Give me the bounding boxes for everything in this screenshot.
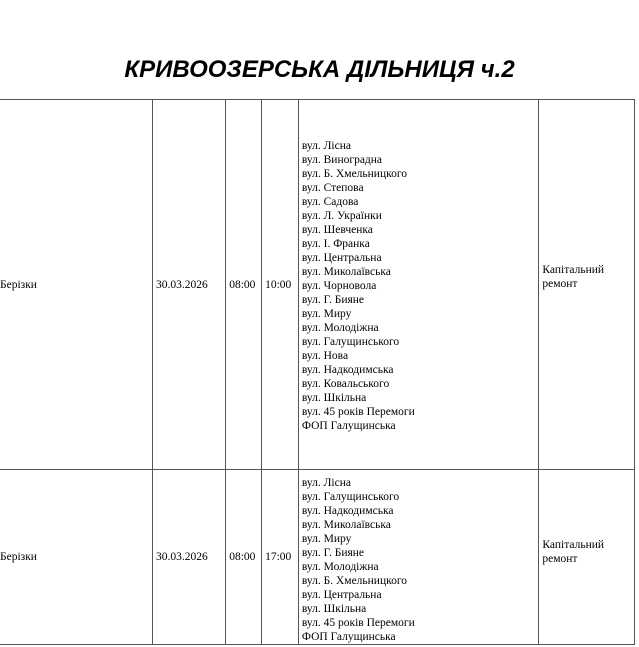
list-item: вул. 45 років Перемоги <box>301 405 415 418</box>
list-item: вул. Миколаївська <box>301 265 391 278</box>
list-item: вул. Молодіжна <box>301 321 379 334</box>
streets-cell <box>298 100 539 470</box>
list-item: вул. Б. Хмельницкого <box>301 575 408 587</box>
list-item: вул. Миру <box>301 307 352 320</box>
list-item: вул. Б. Хмельницкого <box>301 167 408 180</box>
list-item: вул. Миколаївська <box>301 519 391 531</box>
reason-text: Капітальний ремонт <box>542 263 605 290</box>
list-item: вул. Надкодимська <box>301 505 394 517</box>
place-cell: Берізки <box>0 100 153 470</box>
list-item: вул. Надкодимська <box>301 363 394 376</box>
table-row <box>0 100 635 470</box>
list-item: вул. Шкільна <box>301 391 367 404</box>
list-item: ФОП Галущинська <box>301 419 396 432</box>
end-time-cell: 10:00 <box>262 100 299 470</box>
list-item: вул. Садова <box>301 195 359 208</box>
list-item: вул. 45 років Перемоги <box>301 617 415 629</box>
outage-schedule-table <box>0 99 635 645</box>
date-cell: 30.03.2026 <box>153 470 226 645</box>
list-item: вул. Степова <box>301 181 364 194</box>
list-item: вул. Центральна <box>301 589 382 601</box>
list-item: вул. Л. Українки <box>301 209 382 222</box>
street-list <box>302 139 536 433</box>
start-time-cell: 08:00 <box>226 100 262 470</box>
reason-text: Капітальний ремонт <box>542 539 605 565</box>
start-time-cell: 08:00 <box>226 470 262 645</box>
place-cell: Берізки <box>0 470 153 645</box>
list-item: вул. Галущинського <box>301 335 400 348</box>
list-item: вул. Ковальського <box>301 377 390 390</box>
list-item: вул. Г. Бияне <box>301 293 365 306</box>
reason-cell <box>539 470 635 645</box>
reason-cell <box>539 100 635 470</box>
street-list <box>302 476 536 644</box>
list-item: вул. Лісна <box>301 477 351 489</box>
list-item: вул. Молодіжна <box>301 561 379 573</box>
list-item: вул. Нова <box>301 349 349 362</box>
list-item: вул. Г. Бияне <box>301 547 365 559</box>
end-time-cell: 17:00 <box>262 470 299 645</box>
page-title: КРИВООЗЕРСЬКА ДІЛЬНИЦЯ ч.2 <box>124 56 515 83</box>
list-item: вул. Шкільна <box>301 603 367 615</box>
list-item: вул. І. Франка <box>301 237 370 250</box>
list-item: вул. Чорновола <box>301 279 377 292</box>
streets-cell <box>298 470 539 645</box>
date-cell: 30.03.2026 <box>153 100 226 470</box>
list-item: ФОП Галущинська <box>301 631 396 643</box>
list-item: вул. Центральна <box>301 251 382 264</box>
table-row <box>0 470 635 645</box>
list-item: вул. Миру <box>301 533 352 545</box>
list-item: вул. Галущинського <box>301 491 400 503</box>
list-item: вул. Лісна <box>301 139 351 152</box>
list-item: вул. Шевченка <box>301 223 373 236</box>
list-item: вул. Виноградна <box>301 153 383 166</box>
